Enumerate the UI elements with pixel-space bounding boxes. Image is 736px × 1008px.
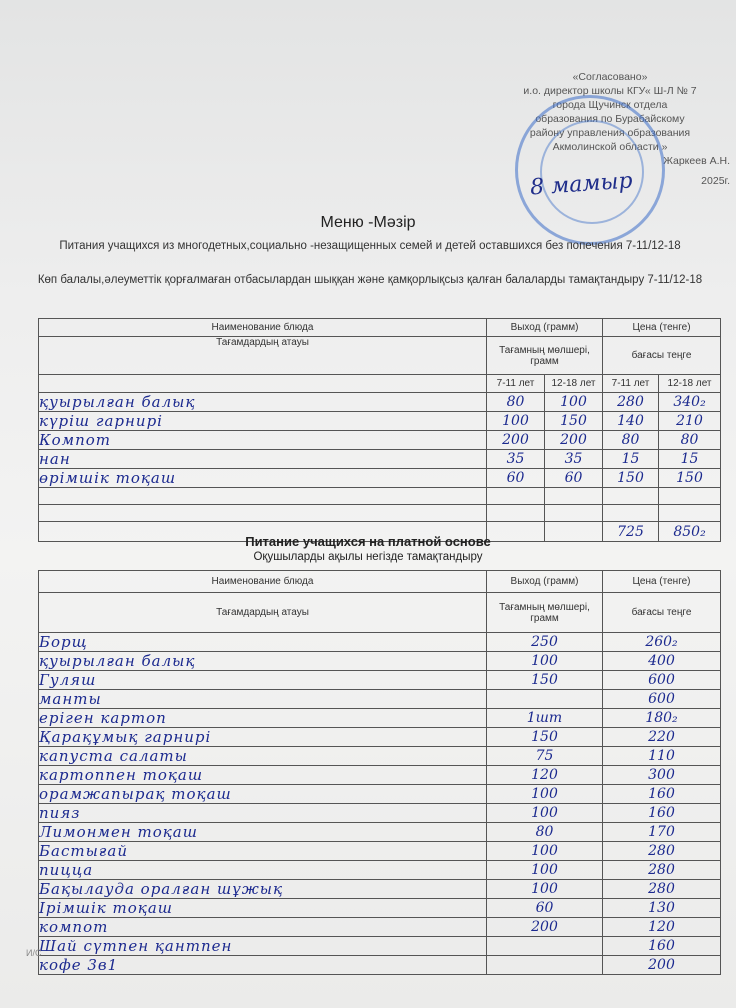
price-value: 200 <box>648 957 675 973</box>
weight-value: 60 <box>564 470 583 486</box>
table-row <box>39 899 721 918</box>
age-label: 7-11 лет <box>603 375 659 393</box>
weight-value: 150 <box>531 672 558 688</box>
signature-name: Жаркеев А.Н. <box>663 155 730 167</box>
dish-name: Бастығай <box>39 842 128 860</box>
price-value: 260₂ <box>645 634 678 650</box>
table-row <box>39 937 721 956</box>
dish-name: компот <box>39 918 109 936</box>
approval-line: города Щучинск отдела <box>552 99 668 111</box>
weight-value: 35 <box>506 451 525 467</box>
weight-value: 1шт <box>526 710 563 726</box>
table-row <box>39 785 721 804</box>
dish-name: Компот <box>39 431 111 449</box>
table-row <box>39 728 721 747</box>
price-value: 80 <box>621 432 640 448</box>
weight-value: 200 <box>531 919 558 935</box>
dish-name: Борщ <box>39 633 88 651</box>
free-menu-table <box>38 318 721 542</box>
approval-line: Акмолинской области » <box>552 141 668 153</box>
col-weight-kz: Тағамның мөлшері, грамм <box>487 593 603 633</box>
table-row <box>39 709 721 728</box>
dish-name: күріш гарнирі <box>39 412 163 430</box>
dish-name: пицца <box>39 861 94 879</box>
table-row <box>39 956 721 975</box>
price-value: 15 <box>621 451 640 467</box>
dish-name: кофе 3в1 <box>39 956 119 974</box>
age-label: 12-18 лет <box>545 375 603 393</box>
dish-name: картоппен тоқаш <box>39 766 204 784</box>
weight-value: 80 <box>535 824 554 840</box>
approval-line: и.о. директор школы КГУ« Ш-Л № 7 <box>523 85 697 97</box>
price-value: 15 <box>680 451 699 467</box>
col-weight-ru: Выход (грамм) <box>487 571 603 593</box>
weight-value: 120 <box>531 767 558 783</box>
table-row <box>39 918 721 937</box>
weight-value: 100 <box>531 862 558 878</box>
price-value: 280 <box>648 843 675 859</box>
weight-value: 200 <box>560 432 587 448</box>
dish-name: капуста салаты <box>39 747 188 765</box>
col-weight-kz: Тағамның мөлшері, грамм <box>487 337 603 375</box>
dish-name: пияз <box>39 804 81 822</box>
page-title: Меню -Мәзір <box>320 214 416 231</box>
paid-title-kz: Оқушыларды ақылы негізде тамақтандыру <box>253 551 483 563</box>
table-row <box>39 861 721 880</box>
table-row <box>39 488 721 505</box>
price-value: 120 <box>648 919 675 935</box>
price-value: 280 <box>648 862 675 878</box>
dish-name: қуырылған балық <box>39 652 196 670</box>
weight-value: 200 <box>502 432 529 448</box>
paid-menu-table <box>38 570 721 975</box>
table-row <box>39 766 721 785</box>
dish-name: манты <box>39 690 102 708</box>
age-label: 12-18 лет <box>659 375 721 393</box>
price-value: 160 <box>648 805 675 821</box>
col-price-kz: бағасы теңге <box>603 593 721 633</box>
table-row <box>39 842 721 861</box>
price-value: 140 <box>617 413 644 429</box>
price-value: 600 <box>648 672 675 688</box>
dish-name: Шай сүтпен қантпен <box>39 937 233 955</box>
price-value: 160 <box>648 938 675 954</box>
weight-value: 250 <box>531 634 558 650</box>
price-value: 110 <box>648 748 675 764</box>
col-name-ru: Наименование блюда <box>39 319 487 337</box>
price-value: 340₂ <box>673 394 706 410</box>
approval-line: образования по Бурабайскому <box>535 113 685 125</box>
price-value: 300 <box>648 767 675 783</box>
price-value: 600 <box>648 691 675 707</box>
table-row <box>39 690 721 709</box>
approval-line: «Согласовано» <box>572 71 648 83</box>
weight-value: 100 <box>531 805 558 821</box>
table-row <box>39 412 721 431</box>
subtitle-kz: Көп балалы,әлеуметтік қорғалмаған отбасылардан шыққан және қамқорлықсыз қалған балаларды тамақтандыру 7-11/12-18 <box>37 274 703 286</box>
table-row <box>39 469 721 488</box>
weight-value: 60 <box>506 470 525 486</box>
dish-name: Гуляш <box>39 671 97 689</box>
table-row <box>39 747 721 766</box>
table-row <box>39 431 721 450</box>
dish-name: орамжапырақ тоқаш <box>39 785 232 803</box>
price-value: 130 <box>648 900 675 916</box>
approval-year: 2025г. <box>701 175 730 187</box>
subtitle-ru: Питания учащихся из многодетных,социально -незащищенных семей и детей оставшихся без попечения 7-11/12-18 <box>59 240 681 252</box>
dish-name: өрімшік тоқаш <box>39 469 177 487</box>
age-header-spacer <box>39 375 487 393</box>
footer-note: И/С <box>26 948 42 958</box>
approval-line: району управления образования <box>529 127 691 139</box>
col-price-ru: Цена (тенге) <box>603 319 721 337</box>
total-price: 850₂ <box>673 523 706 540</box>
paid-title-ru: Питание учащихся на платной основе <box>245 534 491 549</box>
col-name-kz: Тағамдардың атауы <box>39 337 487 375</box>
price-value: 80 <box>680 432 699 448</box>
dish-name: Қарақұмық гарнирі <box>39 728 212 746</box>
table-row <box>39 450 721 469</box>
col-name-kz: Тағамдардың атауы <box>39 593 487 633</box>
weight-value: 100 <box>531 881 558 897</box>
dish-name: нан <box>39 450 71 468</box>
col-price-kz: бағасы теңге <box>603 337 721 375</box>
dish-name: қуырылған балық <box>39 393 196 411</box>
price-value: 220 <box>648 729 675 745</box>
price-value: 400 <box>648 653 675 669</box>
dish-name: еріген картоп <box>39 709 167 727</box>
total-price: 725 <box>617 523 644 540</box>
weight-value: 100 <box>560 394 587 410</box>
price-value: 280 <box>617 394 644 410</box>
weight-value: 150 <box>560 413 587 429</box>
price-value: 210 <box>676 413 703 429</box>
price-value: 180₂ <box>645 710 678 726</box>
price-value: 150 <box>676 470 703 486</box>
price-value: 160 <box>648 786 675 802</box>
weight-value: 35 <box>564 451 583 467</box>
table-row <box>39 633 721 652</box>
weight-value: 150 <box>531 729 558 745</box>
weight-value: 100 <box>531 653 558 669</box>
weight-value: 100 <box>531 843 558 859</box>
age-label: 7-11 лет <box>487 375 545 393</box>
weight-value: 80 <box>506 394 525 410</box>
weight-value: 75 <box>535 748 554 764</box>
table-row <box>39 505 721 522</box>
price-value: 150 <box>617 470 644 486</box>
dish-name: Ірімшік тоқаш <box>39 899 173 917</box>
table-row <box>39 393 721 412</box>
weight-value: 60 <box>535 900 554 916</box>
dish-name: Лимонмен тоқаш <box>39 823 198 841</box>
table-row <box>39 652 721 671</box>
col-name-ru: Наименование блюда <box>39 571 487 593</box>
handwritten-date: 8 мамыр <box>529 168 634 201</box>
col-weight-ru: Выход (грамм) <box>487 319 603 337</box>
weight-value: 100 <box>502 413 529 429</box>
weight-value: 100 <box>531 786 558 802</box>
table-row <box>39 823 721 842</box>
table-row <box>39 880 721 899</box>
table-row <box>39 804 721 823</box>
col-price-ru: Цена (тенге) <box>603 571 721 593</box>
table-row <box>39 671 721 690</box>
dish-name: Бақылауда оралған шұжық <box>39 880 284 898</box>
price-value: 170 <box>648 824 675 840</box>
price-value: 280 <box>648 881 675 897</box>
